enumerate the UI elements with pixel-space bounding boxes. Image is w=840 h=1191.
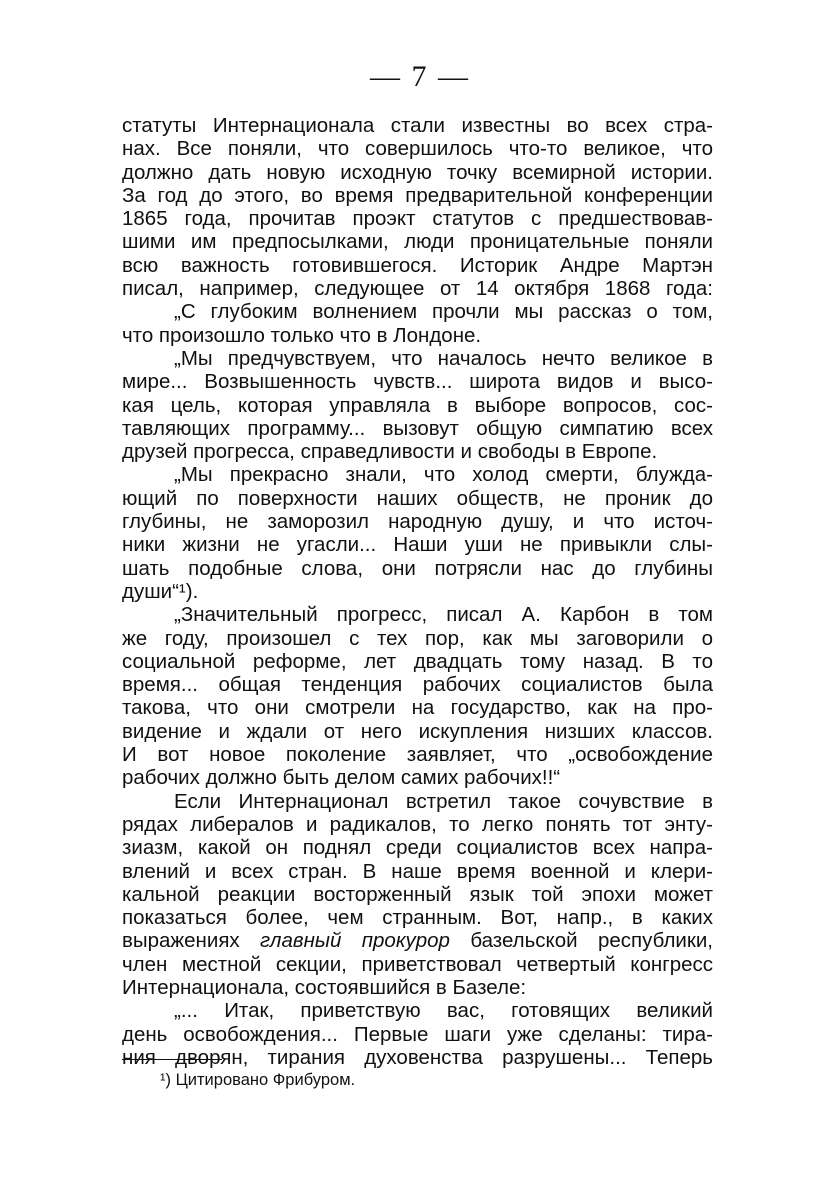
text-line: тавляющих программу... вызовут общую симпатию всех xyxy=(122,416,713,440)
text-line: зиазм, какой он поднял среди социалистов всех напра- xyxy=(122,836,713,860)
text-line: должно дать новую исходную точку всемирной истории. xyxy=(122,160,713,184)
text-line: 1865 года, прочитав проэкт статутов с предшествовав- xyxy=(122,207,713,231)
text-line: мире... Возвышенность чувств... широта видов и высо- xyxy=(122,370,713,394)
text-line: видение и ждали от него искупления низших классов. xyxy=(122,719,713,743)
text-line xyxy=(122,929,713,952)
text-line: день освобождения... Первые шаги уже сделаны: тира- xyxy=(122,1022,713,1046)
text-line: ющий по поверхности наших обществ, не проник до xyxy=(122,486,713,510)
main-text xyxy=(122,114,713,1069)
text-line: „Значительный прогресс, писал А. Карбон в том xyxy=(174,603,713,627)
text-line: время... общая тенденция рабочих социалистов была xyxy=(122,673,713,697)
text-line: „... Итак, приветствую вас, готовящих великий xyxy=(174,999,713,1023)
text-line: всю важность готовившегося. Историк Андре Мартэн xyxy=(122,253,713,277)
text-line: такова, что они смотрели на государство, как на про- xyxy=(122,696,713,720)
text-line: писал, например, следующее от 14 октября 1868 года: xyxy=(122,277,713,301)
text-line: нах. Все поняли, что совершилось что-то великое, что xyxy=(122,137,713,161)
text-line: ния дворян, тирания духовенства разрушены... Теперь xyxy=(122,1045,713,1069)
footnote: ¹) Цитировано Фрибуром. xyxy=(160,1071,356,1089)
text-segment: выражениях xyxy=(122,929,261,953)
text-line: Интернационала, состоявшийся в Базеле: xyxy=(122,975,527,999)
text-line: рядах либералов и радикалов, то легко понять тот энту- xyxy=(122,812,713,836)
text-line: глубины, не заморозил народную душу, и что источ- xyxy=(122,510,713,534)
text-line: За год до этого, во время предварительной конференции xyxy=(122,183,713,207)
text-line: И вот новое поколение заявляет, что „освобождение xyxy=(122,743,713,767)
text-line: кальной реакции восторженный язык той эпохи может xyxy=(122,882,713,906)
text-line: шать подобные слова, они потрясли нас до глубины xyxy=(122,556,713,580)
text-line: души“¹). xyxy=(122,579,199,603)
text-line: влений и всех стран. В наше время военной и клери- xyxy=(122,859,713,883)
text-line: что произошло только что в Лондоне. xyxy=(122,323,482,347)
text-segment: базельской республики, xyxy=(449,929,713,953)
text-line: „Мы прекрасно знали, что холод смерти, блужда- xyxy=(174,463,713,487)
text-line: „Мы предчувствуем, что началось нечто великое в xyxy=(174,346,713,370)
text-line: кая цель, которая управляла в выборе вопросов, сос- xyxy=(122,393,713,417)
text-line: же году, произошел с тех пор, как мы заговорили о xyxy=(122,626,713,650)
text-line: шими им предпосылками, люди проницательные поняли xyxy=(122,230,713,254)
text-line: Если Интернационал встретил такое сочувствие в xyxy=(174,789,713,813)
text-line: ники жизни не угасли... Наши уши не привыкли слы- xyxy=(122,533,713,557)
text-line: статуты Интернационала стали известны во всех стра- xyxy=(122,114,713,137)
text-line: рабочих должно быть делом самих рабочих!!“ xyxy=(122,766,561,790)
text-line: „С глубоким волнением прочли мы рассказ о том, xyxy=(174,300,713,324)
page-number: — 7 — xyxy=(370,60,470,93)
text-line: социальной реформе, лет двадцать тому назад. В то xyxy=(122,649,713,673)
text-line: член местной секции, приветствовал четвертый конгресс xyxy=(122,952,713,976)
text-line: показаться более, чем странным. Вот, напр., в каких xyxy=(122,906,713,930)
text-line: друзей прогресса, справедливости и свободы в Европе. xyxy=(122,440,658,464)
footnote-divider xyxy=(122,1059,222,1060)
italic-phrase: главный прокурор xyxy=(260,929,450,953)
